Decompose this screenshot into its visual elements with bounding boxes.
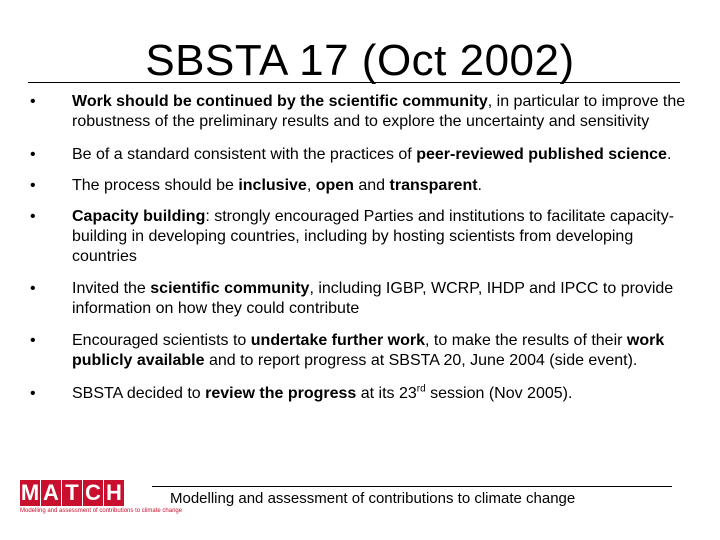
bold-text: work publicly available bbox=[72, 332, 665, 369]
text-run: and to report progress at SBSTA 20, June 2004 (side event). bbox=[204, 352, 638, 369]
bold-text: inclusive bbox=[238, 177, 307, 194]
text-run: and bbox=[353, 177, 390, 194]
text-run: SBSTA decided to bbox=[72, 385, 206, 402]
text-run: , including IGBP, WCRP, IHDP and IPCC to provide information on how they could contribute bbox=[72, 280, 674, 317]
text-run: , to make the results of their bbox=[425, 332, 627, 349]
bullet-item-7 bbox=[24, 384, 694, 404]
bullet-text bbox=[72, 332, 664, 369]
footer-divider bbox=[152, 486, 672, 487]
logo-letter: M bbox=[20, 480, 40, 505]
text-run: . bbox=[666, 146, 672, 163]
logo-letter: C bbox=[83, 480, 103, 506]
bullet-marker: • bbox=[30, 146, 36, 163]
text-run: at its 23 bbox=[356, 385, 417, 402]
bullet-item-2 bbox=[24, 145, 694, 165]
bullet-text bbox=[72, 177, 482, 194]
bullet-marker: • bbox=[30, 208, 36, 225]
text-run: : strongly encouraged Parties and institutions to facilitate capacity-building in developing countries, including by hosting scientists from developing countries bbox=[72, 208, 675, 265]
text-run: Invited the bbox=[72, 280, 151, 297]
logo-letter: H bbox=[104, 480, 124, 506]
bullet-item-3 bbox=[24, 176, 694, 196]
text-run: session (Nov 2005). bbox=[425, 385, 573, 402]
bullet-item-4 bbox=[24, 207, 694, 267]
logo-letter: T bbox=[62, 480, 82, 506]
bold-text: undertake further work bbox=[250, 332, 426, 349]
footer-text: Modelling and assessment of contributions to climate change bbox=[170, 490, 576, 507]
slide-title: SBSTA 17 (Oct 2002) bbox=[145, 36, 575, 85]
bullet-item-5 bbox=[24, 279, 694, 319]
bullet-marker: • bbox=[30, 177, 36, 194]
logo-letters bbox=[20, 480, 124, 506]
bold-text: transparent bbox=[389, 177, 478, 194]
bullet-text bbox=[72, 385, 572, 402]
text-run: The process should be bbox=[72, 177, 239, 194]
bullet-text bbox=[72, 93, 685, 130]
logo-subtitle: Modelling and assessment of contributions to climate change bbox=[20, 508, 183, 514]
bullet-text bbox=[72, 208, 674, 265]
bold-text: review the progress bbox=[205, 385, 357, 402]
bold-text: Capacity building bbox=[72, 208, 206, 225]
bold-text: open bbox=[315, 177, 354, 194]
bold-text: scientific community bbox=[150, 280, 310, 297]
text-run: . bbox=[477, 177, 482, 194]
text-run: , bbox=[306, 177, 316, 194]
bullet-list bbox=[24, 92, 694, 404]
bullet-text bbox=[72, 146, 671, 163]
bullet-marker: • bbox=[30, 332, 36, 349]
superscript-text: rd bbox=[416, 383, 426, 395]
bold-text: peer-reviewed published science bbox=[416, 146, 667, 163]
text-run: , in particular to improve the robustness of the preliminary results and to explore the uncertainty and sensitivity bbox=[72, 93, 686, 130]
match-logo bbox=[20, 480, 183, 524]
logo-letter: A bbox=[41, 480, 61, 506]
text-run: Encouraged scientists to bbox=[72, 332, 251, 349]
bullet-item-1 bbox=[24, 92, 694, 132]
title-divider bbox=[28, 82, 680, 83]
bullet-marker: • bbox=[30, 280, 36, 297]
bullet-marker: • bbox=[30, 385, 36, 402]
bullet-item-6 bbox=[24, 331, 694, 371]
text-run: Be of a standard consistent with the practices of bbox=[72, 146, 417, 163]
bold-text: Work should be continued by the scientific community bbox=[72, 93, 488, 110]
bullet-text bbox=[72, 280, 673, 317]
bullet-marker: • bbox=[30, 93, 36, 110]
